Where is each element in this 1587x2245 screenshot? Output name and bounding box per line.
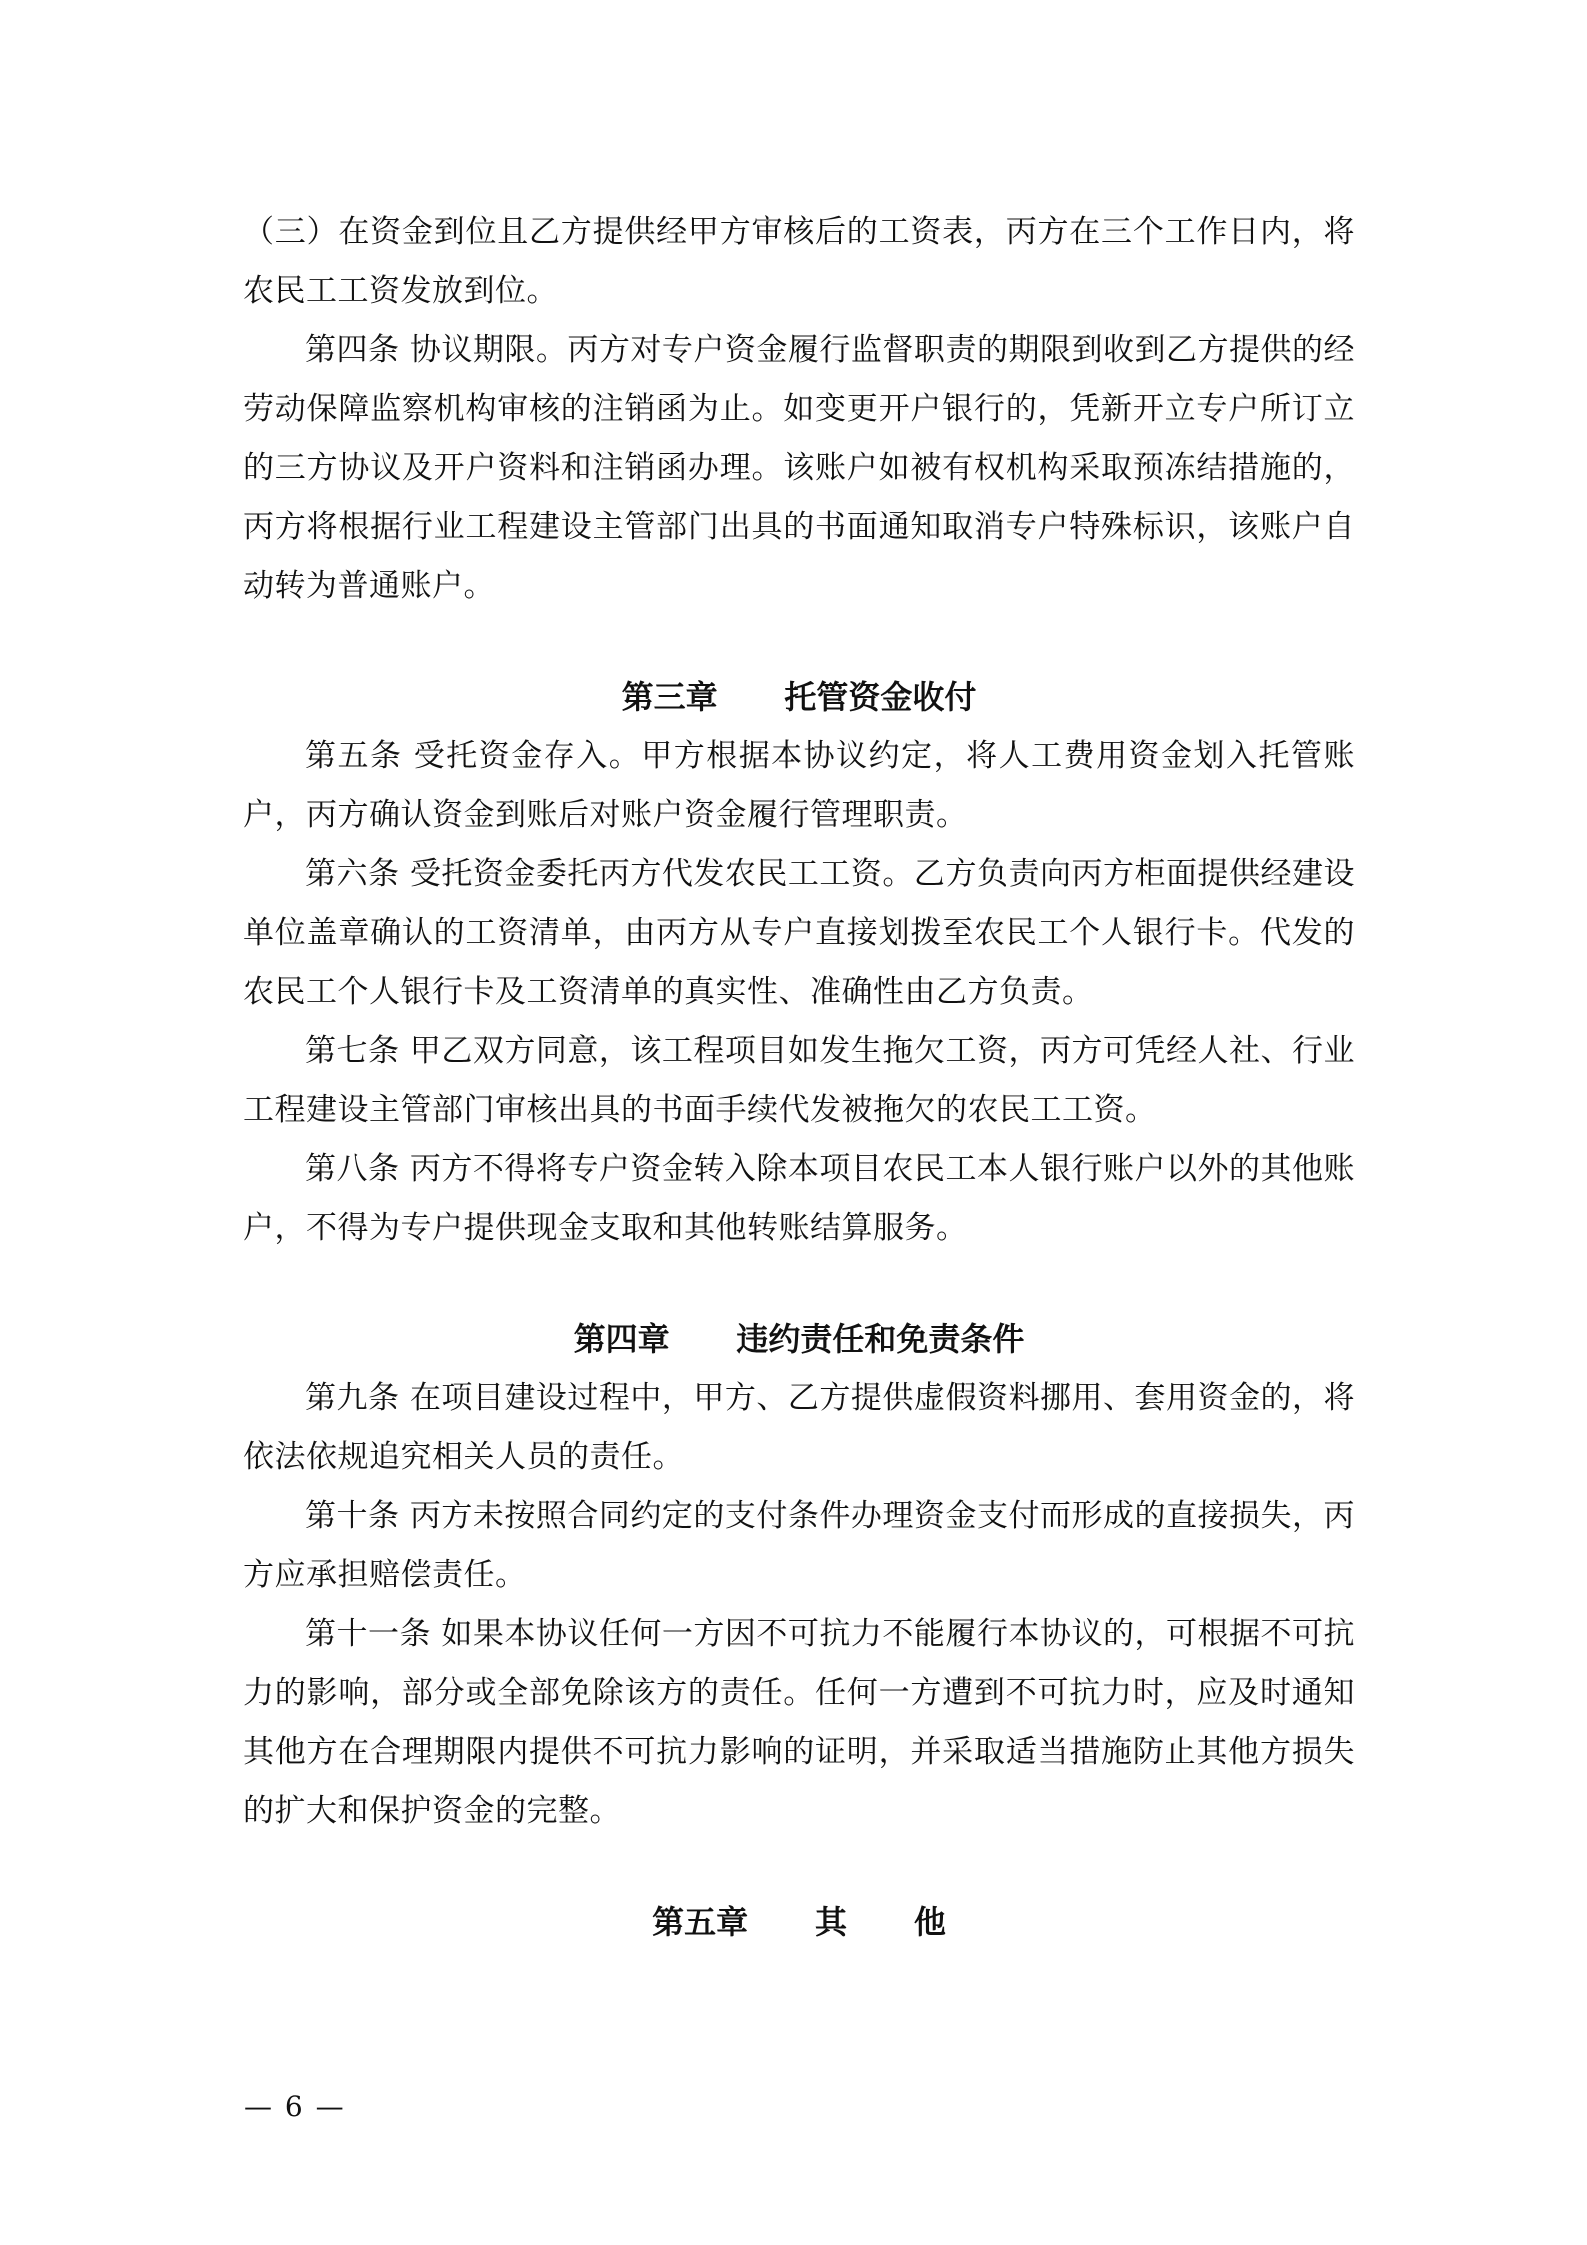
article-11: 第十一条 如果本协议任何一方因不可抗力不能履行本协议的，可根据不可抗力的影响，部分或全部免除该方的责任。任何一方遭到不可抗力时，应及时通知其他方在合理期限内提供不可抗力影响的证明，并采取适当措施防止其他方损失的扩大和保护资金的完整。: [243, 1616, 1355, 1829]
article-9: 第九条 在项目建设过程中，甲方、乙方提供虚假资料挪用、套用资金的，将依法依规追究相关人员的责任。: [243, 1380, 1355, 1475]
page-number: — 6 —: [244, 2090, 346, 2123]
article-4: 第四条 协议期限。丙方对专户资金履行监督职责的期限到收到乙方提供的经劳动保障监察机构审核的注销函为止。如变更开户银行的，凭新开立专户所订立的三方协议及开户资料和注销函办理。该账户如被有权机构采取预冻结措施的，丙方将根据行业工程建设主管部门出具的书面通知取消专户特殊标识，该账户自动转为普通账户。: [243, 332, 1355, 604]
document-body: [243, 203, 1355, 1952]
clause-3-3: （三）在资金到位且乙方提供经甲方审核后的工资表，丙方在三个工作日内，将农民工工资发放到位。: [243, 214, 1355, 309]
chapter-4-heading: 第四章 违约责任和免责条件: [573, 1320, 1025, 1358]
chapter-5-heading: 第五章 其 他: [652, 1903, 946, 1941]
article-7: 第七条 甲乙双方同意，该工程项目如发生拖欠工资，丙方可凭经人社、行业工程建设主管部门审核出具的书面手续代发被拖欠的农民工工资。: [243, 1033, 1355, 1128]
article-6: 第六条 受托资金委托丙方代发农民工工资。乙方负责向丙方柜面提供经建设单位盖章确认的工资清单，由丙方从专户直接划拨至农民工个人银行卡。代发的农民工个人银行卡及工资清单的真实性、准确性由乙方负责。: [243, 856, 1355, 1010]
article-8: 第八条 丙方不得将专户资金转入除本项目农民工本人银行账户以外的其他账户，不得为专户提供现金支取和其他转账结算服务。: [243, 1151, 1355, 1246]
article-5: 第五条 受托资金存入。甲方根据本协议约定，将人工费用资金划入托管账户，丙方确认资金到账后对账户资金履行管理职责。: [243, 738, 1355, 833]
chapter-3-heading: 第三章 托管资金收付: [621, 678, 977, 716]
article-10: 第十条 丙方未按照合同约定的支付条件办理资金支付而形成的直接损失，丙方应承担赔偿责任。: [243, 1498, 1355, 1593]
